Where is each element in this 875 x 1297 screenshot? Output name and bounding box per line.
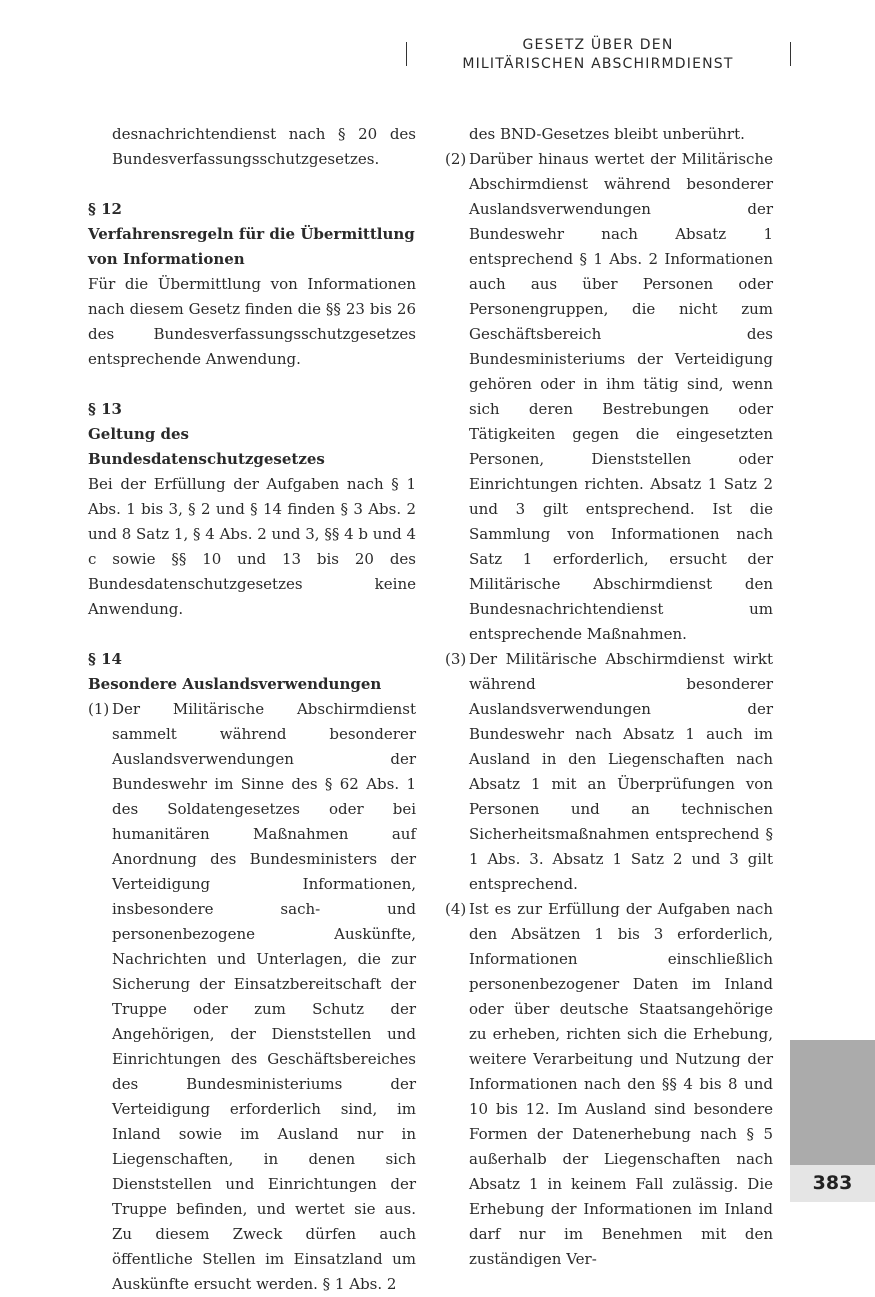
paragraph-2-number: (2) [445, 150, 467, 168]
section-13-text: Bei der Erfüllung der Aufgaben nach § 1 Abs. 1 bis 3, § 2 und § 14 finden § 3 Abs. 2 und 8 Satz 1, § 4 Abs. 2 und 3, §§ 4 b und 4 c sowie §§ 10 und 13 bis 20 des Bundesdatenschutzgesetzes keine Anwendung. [88, 475, 417, 618]
section-14-title: Besondere Auslandsverwendungen [88, 675, 382, 693]
section-13-number: § 13 [88, 400, 122, 418]
running-header-line-2: MILITÄRISCHEN ABSCHIRMDIENST [462, 56, 734, 72]
header-rule-right [790, 42, 791, 66]
paragraph-4-text: Ist es zur Erfüllung der Aufgaben nach den Absätzen 1 bis 3 erforderlich, Informationen einschließlich personenbezogener Daten im Inland oder über deutsche Staatsangehörige zu erheben, richten sich die Erhebung, weitere Verarbeitung und Nutzung der Informationen nach den §§ 4 bis 8 und 10 bis 12. Im Ausland sind besondere Formen der Datenerhebung nach § 5 außerhalb der Liegenschaften nach Absatz 1 in keinem Fall zulässig. Die Erhebung der Informationen im Inland darf nur im Benehmen mit den zuständigen Ver- [469, 900, 773, 1268]
page-number: 383 [790, 1165, 875, 1202]
paragraph-2-text: Darüber hinaus wertet der Militärische Abschirmdienst während besonderer Auslandsverwendungen der Bundeswehr nach Absatz 1 entsprechend § 1 Abs. 2 Informationen auch aus über Personen oder Personengruppen, die nicht zum Geschäftsbereich des Bundesministeriums der Verteidigung gehören oder in ihm tätig sind, wenn sich deren Bestrebungen oder Tätigkeiten gegen die eingesetzten Personen, Dienststellen oder Einrichtungen richten. Absatz 1 Satz 2 und 3 gilt entsprechend. Ist die Sammlung von Informationen nach Satz 1 erforderlich, ersucht der Militärische Abschirmdienst den Bundesnachrichtendienst um entsprechende Maßnahmen. [469, 150, 773, 643]
paragraph-3-number: (3) [445, 650, 467, 668]
section-13-title: Geltung des Bundesdatenschutzgesetzes [88, 425, 325, 468]
running-header [408, 36, 788, 74]
paragraph-1-text: Der Militärische Abschirmdienst sammelt während besonderer Auslandsverwendungen der Bundeswehr im Sinne des § 62 Abs. 1 des Soldatengesetzes oder bei humanitären Maßnahmen auf Anordnung des Bundesministers der Verteidigung Informationen, insbesondere sach- und personenbezogene Auskünfte, Nachrichten und Unterlagen, die zur Sicherung der Einsatzbereitschaft der Truppe oder zum Schutz der Angehörigen, der Dienststellen und Einrichtungen des Geschäftsbereiches des Bundesministeriums der Verteidigung erforderlich sind, im Inland sowie im Ausland nur in Liegenschaften, in denen sich Dienststellen und Einrichtungen der Truppe befinden, und wertet sie aus. Zu diesem Zweck dürfen auch öffentliche Stellen im Einsatzland um Auskünfte ersucht werden. § 1 Abs. 2 [112, 700, 416, 1293]
left-column [88, 122, 416, 1297]
section-12-text: Für die Übermittlung von Informationen nach diesem Gesetz finden die §§ 23 bis 26 des Bundesverfassungsschutzgesetzes entsprechende Anwendung. [88, 275, 416, 368]
header-rule-left [406, 42, 407, 66]
section-14-paragraph-3 [445, 647, 773, 897]
section-12-title: Verfahrensregeln für die Übermittlung von Informationen [88, 225, 415, 268]
paragraph-4-number: (4) [445, 900, 467, 918]
section-14-paragraph-4 [445, 897, 773, 1272]
running-header-line-1: GESETZ ÜBER DEN [522, 37, 674, 53]
section-14-paragraph-2 [445, 147, 773, 647]
section-14-number: § 14 [88, 650, 122, 668]
thumb-index-tab [790, 1040, 875, 1165]
paragraph-1-number: (1) [88, 700, 110, 718]
section-12-number: § 12 [88, 200, 122, 218]
right-column [445, 122, 773, 1272]
section-14-paragraph-1 [88, 697, 416, 1297]
paragraph-3-text: Der Militärische Abschirmdienst wirkt während besonderer Auslandsverwendungen der Bundeswehr nach Absatz 1 auch im Ausland in den Liegenschaften nach Absatz 1 mit an Überprüfungen von Personen und an technischen Sicherheitsmaßnahmen entsprechend § 1 Abs. 3. Absatz 1 Satz 2 und 3 gilt entsprechend. [469, 650, 773, 893]
section-11-continuation: desnachrichtendienst nach § 20 des Bundesverfassungsschutzgesetzes. [112, 125, 416, 168]
paragraph-1-continuation: des BND-Gesetzes bleibt unberührt. [469, 125, 745, 143]
